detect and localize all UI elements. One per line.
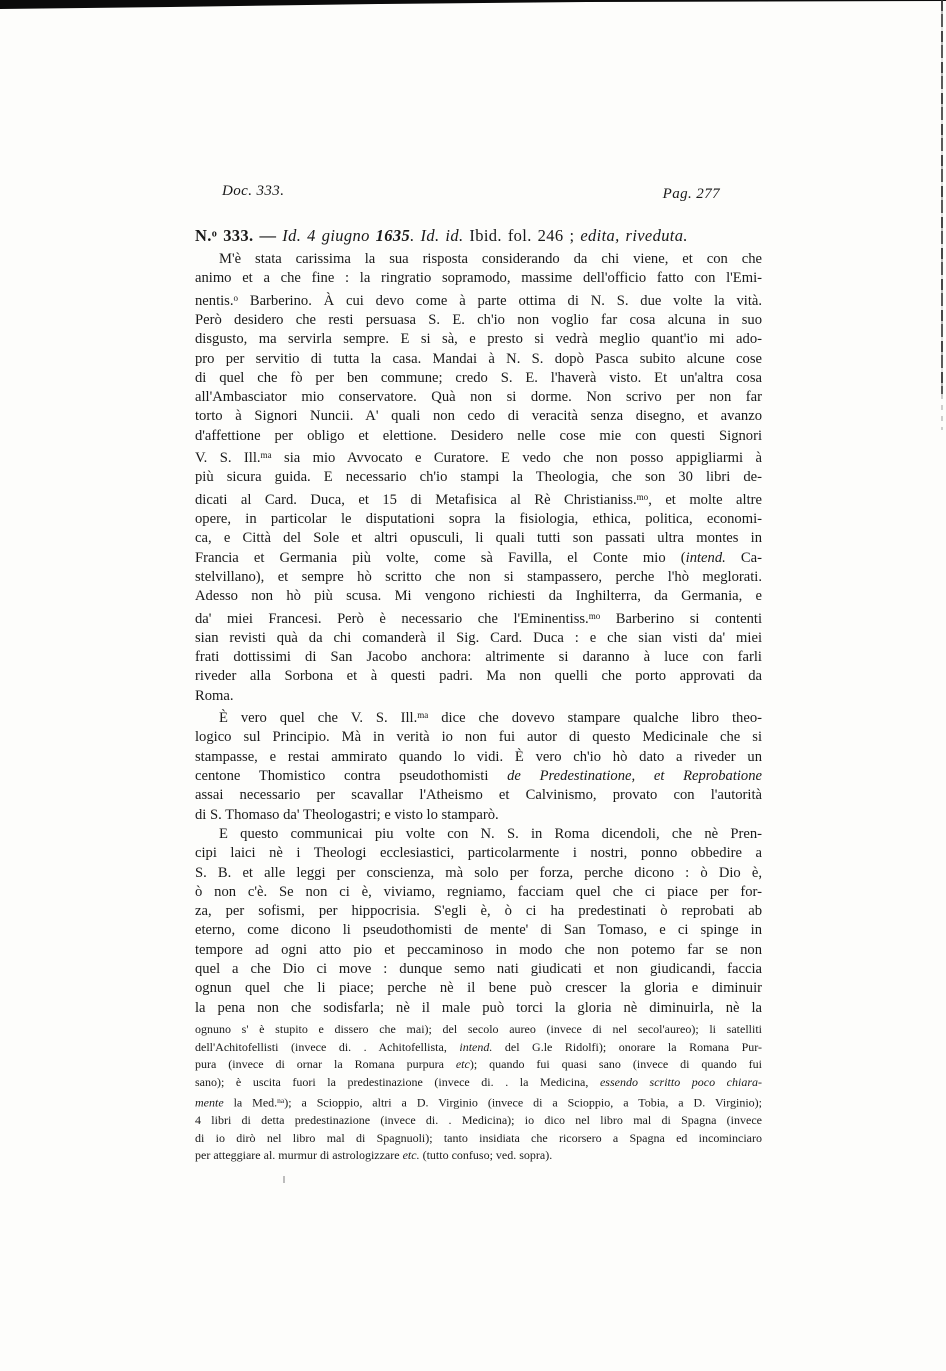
text-line — [195, 883, 762, 902]
text-line — [195, 311, 762, 330]
text-line — [195, 1056, 762, 1074]
text-run: ); a Scioppio, altri a D. Virginio (invece di a Scioppio, a Tobia, a D. Virginio); — [284, 1095, 762, 1110]
text-line — [195, 269, 762, 288]
text-run: o — [211, 228, 218, 240]
text-run: edita, riveduta. — [580, 226, 688, 245]
text-line — [195, 1021, 762, 1039]
text-run: opere, in particolar le disputationi sopra la fisiologia, ethica, politica, economi- — [195, 511, 762, 528]
text-run: essendo scritto poco chiara- — [599, 1075, 763, 1090]
text-run: stelvillano), et sempre hò scritto che non si stampassero, perche l'hò meglorati. — [195, 568, 762, 585]
text-line — [195, 250, 762, 269]
text-run: 4 libri di detta predestinazione (invece di. . Medicina); io dico nel libro mal di Spagna (invece — [195, 1112, 762, 1127]
text-run: dicati al Card. Duca, et 15 di Metafisica al Rè Christianiss. — [195, 491, 637, 508]
text-line — [195, 706, 762, 728]
text-line — [195, 825, 762, 844]
text-line — [195, 864, 762, 883]
text-line — [195, 587, 762, 606]
text-line — [195, 844, 762, 863]
text-run: , et molte altre — [648, 491, 762, 508]
text-run: 333. — — [217, 226, 283, 245]
text-run: riveder alla Sorbona et à questi padri. Ma non quelli che porto approvati da — [195, 668, 762, 685]
text-run: ognun quel che li piace; perche nè il bene può crescer la gloria e diminuir — [195, 980, 762, 997]
text-line — [195, 941, 762, 960]
text-run: na — [277, 1095, 285, 1105]
text-run: dice che dovevo stampare qualche libro theo- — [428, 710, 762, 727]
text-line — [195, 330, 762, 349]
text-run: ognuno s' è stupito e dissero che mai); del secolo aureo (invece di nel secol'aureo); li satelliti — [195, 1022, 762, 1036]
text-run: intend. — [459, 1039, 493, 1054]
text-line — [195, 667, 762, 686]
text-run: È vero quel che V. S. Ill. — [219, 710, 418, 727]
text-run: o — [233, 292, 239, 303]
text-line — [195, 1074, 762, 1092]
text-run: assai necessario per scavallar l'Atheismo et Calvinismo, provato con l'autorità — [195, 787, 762, 804]
text-run: eterno, come dicono li pseudothomisti de mente' di San Tomaso, e ci spinge in — [195, 922, 762, 939]
text-run: M'è stata carissima la sua risposta considerando da chi viene, et con che — [219, 251, 762, 267]
text-line — [195, 350, 762, 369]
text-line — [195, 806, 762, 825]
text-line — [195, 728, 762, 747]
text-line — [195, 369, 762, 388]
text-run: za, per sofismi, per hippocrisia. S'egli è, ò ci ha predestinati ò reprobati ab — [195, 903, 762, 920]
text-run: intend. — [685, 549, 726, 566]
text-run: la pena non che sodisfarla; nè il male può torci la gloria nè diminuirla, nè la — [195, 999, 762, 1016]
text-run: d'affettione per obligo et elettione. Desidero nelle cose mie con questi Signori — [195, 427, 762, 444]
text-run: Roma. — [195, 687, 234, 704]
text-run: V. S. Ill. — [195, 450, 261, 467]
text-line — [195, 1039, 762, 1057]
scan-artifact-speck — [283, 1176, 285, 1183]
text-line — [195, 568, 762, 587]
text-run: quel a che Dio ci move : dunque semo nati giudicati et non giudicandi, faccia — [195, 961, 762, 977]
text-run: per atteggiare al. murmur di astrologizzare — [195, 1148, 403, 1163]
text-run: mo — [588, 610, 601, 621]
scan-artifact-right-edge-tail — [941, 394, 943, 430]
text-line — [195, 902, 762, 921]
text-line — [195, 1112, 762, 1130]
text-line — [195, 388, 762, 407]
text-line — [195, 407, 762, 426]
text-run: . Id. id. — [410, 226, 464, 245]
text-run: cipi laici nè i Theologi ecclesiastici, particolarmente i nostri, ponno obbedire a — [195, 845, 762, 862]
page-number-label: Pag. 277 — [662, 186, 720, 202]
text-line — [195, 1092, 762, 1112]
text-run: ma — [417, 710, 429, 721]
text-run: dell'Achitofellisti (invece di. . Achitofellista, — [195, 1039, 460, 1054]
text-run: ma — [260, 450, 272, 461]
text-run: S. B. et alle leggi per conscienza, mà solo per forza, perche dicono : ò Dio è, — [195, 864, 762, 881]
text-line — [195, 607, 762, 629]
text-run: Però desidero che resti persuasa S. E. ch'io non voglio far cosa alcuna in suo — [195, 311, 762, 328]
text-run: di io dirò nel libro mal di Spagnuoli); tanto insidiata che ricorsero a Spagna ed incominciaro — [195, 1130, 762, 1145]
text-run: mo — [636, 491, 649, 502]
text-run: sia mio Avvocato e Curatore. E vedo che non posso appigliarmi à — [271, 450, 762, 467]
text-run: etc. — [402, 1148, 420, 1163]
text-run: più sicura guida. E necessario ch'io stampi la Theologia, che son 30 libri de- — [195, 469, 762, 486]
text-line — [195, 1130, 762, 1148]
text-line — [195, 289, 762, 311]
text-run: pura (invece di ornar la Romana purpura — [195, 1057, 456, 1072]
text-run: etc — [455, 1057, 470, 1072]
text-run: Barberino. À cui devo come à parte ottima di N. S. due volte la vità. — [238, 292, 762, 309]
text-run: Ibid. fol. 246 ; — [463, 226, 581, 245]
text-run: sian revisti quà da chi comanderà il Sig. Card. Duca : e che sian visti da' miei — [195, 629, 762, 646]
text-run: ca, e Città del Sole et altri opusculi, li quali tutti son passati ultra montes in — [195, 530, 762, 547]
text-run: Barberino si contenti — [600, 610, 762, 627]
text-run: frati dottissimi di San Jacobo anchora: altrimente si daranno à luce con farli — [195, 649, 762, 666]
text-run: centone Thomistico contra pseudothomisti — [195, 768, 508, 785]
text-run: all'Ambasciator mio conservatore. Quà non si dorme. Non scrivo per non far — [195, 389, 762, 406]
text-line — [195, 446, 762, 468]
text-run: mente — [195, 1095, 224, 1110]
text-run: pro per servitio di tutta la casa. Mandai à N. S. dopò Pasca subito alcune cose — [195, 350, 762, 367]
text-line — [195, 1147, 762, 1165]
scan-artifact-top-edge — [0, 0, 946, 10]
text-run: torto à Signori Nuncii. A' quali non cedo di veracità senza disegno, et avanzo — [195, 408, 762, 425]
text-run: Adesso non hò più scusa. Mi vengono richiesti da Inghilterra, da Germania, e — [195, 588, 762, 605]
text-run: la Med. — [223, 1095, 278, 1110]
text-line — [195, 786, 762, 805]
scan-artifact-right-edge — [941, 0, 943, 394]
text-run: di S. Thomaso da' Theologastri; e visto lo stamparò. — [195, 806, 499, 823]
text-line — [195, 427, 762, 446]
text-run: del G.le Ridolfi); onorare la Romana Pur- — [492, 1039, 762, 1054]
text-line — [195, 960, 762, 979]
text-line — [195, 748, 762, 767]
text-run: di quel che fò per ben commune; credo S. E. l'haverà visto. Et un'altra cosa — [195, 369, 762, 386]
text-run: ); quando fui quasi sano (invece di quando fui — [469, 1057, 762, 1072]
entry-heading — [195, 226, 762, 246]
text-run: E questo communicai piu volte con N. S. in Roma dicendoli, che nè Pren- — [219, 825, 762, 842]
text-run: (tutto confuso; ved. sopra). — [419, 1148, 553, 1163]
text-run: animo et a che fine : la ringratio sopramodo, massime dell'officio fatto con l'Emi- — [195, 270, 762, 287]
text-run: Francia et Germania più volte, come sà Favilla, el Conte mio ( — [195, 549, 686, 566]
text-run: nentis. — [195, 292, 234, 309]
text-run: logico sul Principio. Mà in verità io non fui autor di questo Medicinale che si — [195, 729, 762, 746]
text-line — [195, 468, 762, 487]
text-line — [195, 629, 762, 648]
text-run: da' miei Francesi. Però è necessario che l'Eminentiss. — [195, 610, 589, 627]
text-line — [195, 648, 762, 667]
text-run: stampasse, e restai ammirato quando lo vidi. È vero ch'io hò dato a riveder un — [195, 748, 762, 765]
text-run: Ca- — [725, 549, 762, 566]
footnote-text — [195, 1021, 762, 1165]
text-line — [195, 767, 762, 786]
text-line — [195, 488, 762, 510]
text-line — [195, 510, 762, 529]
text-run: 1635 — [375, 226, 411, 245]
body-text — [195, 250, 762, 1018]
text-line — [195, 549, 762, 568]
page-header — [195, 183, 762, 203]
text-run: sano); è uscita fuori la predestinazione (invece di. . la Medicina, — [195, 1075, 600, 1090]
text-run: Id. 4 giugno — [282, 226, 376, 245]
doc-number-label: Doc. 333. — [222, 183, 285, 199]
text-line — [195, 999, 762, 1018]
text-run: ò non c'è. Se non ci è, viviamo, regniamo, facciam quel che ci piace per for- — [195, 883, 762, 900]
text-line — [195, 687, 762, 706]
text-line — [195, 529, 762, 548]
text-run: disgusto, ma servirla sempre. E si sà, e presto si vedrà meglio quant'io mi ado- — [195, 331, 762, 348]
text-run: de Predestinatione, et Reprobatione — [507, 768, 762, 785]
text-run: N. — [195, 226, 212, 245]
text-run: tempore ad ogni atto pio et peccaminoso in modo che non potemo far se non — [195, 941, 762, 958]
text-line — [195, 979, 762, 998]
text-line — [195, 921, 762, 940]
